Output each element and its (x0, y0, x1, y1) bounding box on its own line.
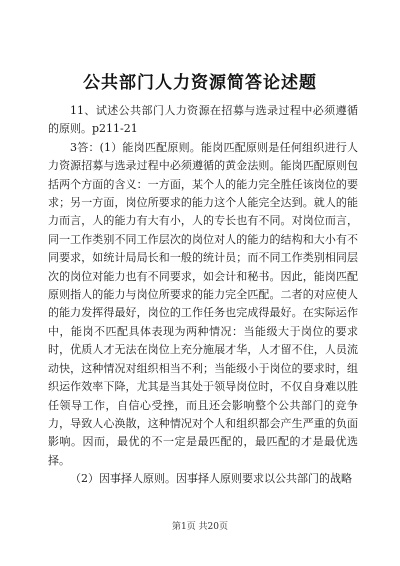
document-body (48, 102, 358, 489)
question-paragraph: 11、试述公共部门人力资源在招募与选录过程中必须遵循的原则。p211-21 (48, 104, 358, 136)
answer-paragraph-1: 3答：(1）能岗匹配原则。能岗匹配原则是任何组织进行人力资源招募与选录过程中必须遵循的黄金法则。能岗匹配原则包括两个方面的含义：一方面，某个人的能力完全胜任该岗位的要求；另一方面，岗位所要求的能力这个人能完全达到。就人的能力而言，人的能力有大有小，人的专长也有不同。对岗位而言，同一工作类别不同工作层次的岗位对人的能力的结构和大小有不同要求，如统计局局长和一般的统计员；而不同工作类别相同层次的岗位对能力也有不同要求，如会计和秘书。因此，能岗匹配原则指人的能力与岗位所要求的能力完全匹配。二者的对应使人的能力发挥得最好，岗位的工作任务也完成得最好。在实际运作中，能岗不匹配具体表现为两种情况：当能级大于岗位的要求时，优质人才无法在岗位上充分施展才华，人才留不住，人员流动快，这种情况对组织相当不利；当能级小于岗位的要求时，组织运作效率下降，尤其是当其处于领导岗位时，不仅自身难以胜任领导工作，自信心受挫，而且还会影响整个公共部门的竞争力，导致人心涣散，这种情况对个人和组织都会产生严重的负面影响。因而，最优的不一定是最匹配的，最匹配的才是最优选择。 (48, 140, 358, 467)
answer-paragraph-2: （2）因事择人原则。因事择人原则要求以公共部门的战略 (70, 472, 352, 486)
page-footer: 第1页 共20页 (171, 522, 229, 532)
document-title: 公共部门人力资源简答论述题 (83, 73, 317, 93)
